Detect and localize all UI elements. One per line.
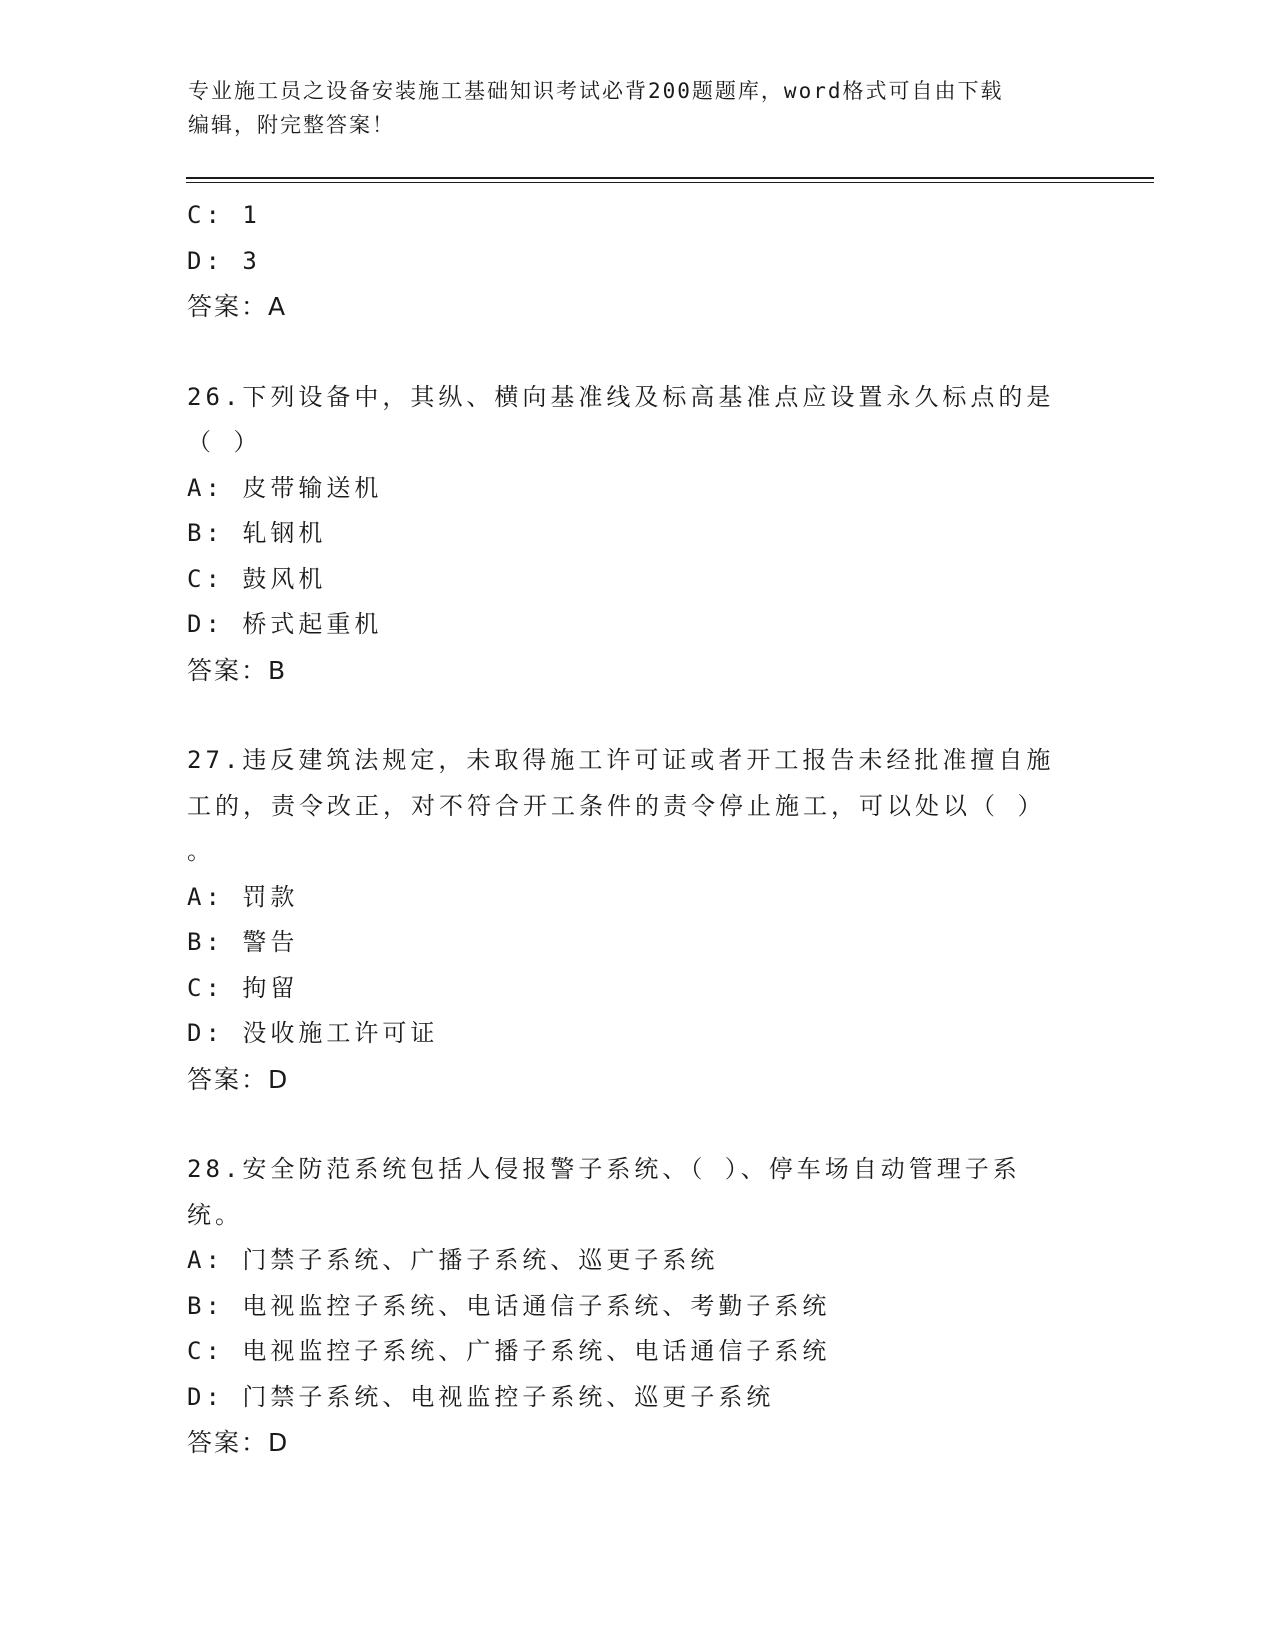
answer: 答案：D <box>187 1064 290 1094</box>
question-28 <box>187 1147 1087 1466</box>
document-header <box>188 74 1068 142</box>
option-d: D: 3 <box>187 246 261 275</box>
question-list <box>187 193 1087 1466</box>
option-b: B: 轧钢机 <box>187 519 327 547</box>
option-d: D: 没收施工许可证 <box>187 1019 439 1047</box>
option-d: D: 门禁子系统、电视监控子系统、巡更子系统 <box>187 1382 775 1411</box>
option-c: C: 鼓风机 <box>187 564 327 593</box>
question-26 <box>187 375 1087 694</box>
question-text: 28.安全防范系统包括人侵报警子系统、（ ）、停车场自动管理子系 <box>187 1155 1021 1183</box>
question-text-cont-2: 。 <box>187 837 215 865</box>
header-line-1: 专业施工员之设备安装施工基础知识考试必背200题题库，word格式可自由下载 <box>188 79 1004 103</box>
question-text: 26.下列设备中，其纵、横向基准线及标高基准点应设置永久标点的是 <box>187 382 1055 411</box>
option-c: C: 拘留 <box>187 973 299 1002</box>
question-text-cont: （ ） <box>187 428 262 456</box>
header-line-2: 编辑，附完整答案！ <box>188 113 395 137</box>
header-divider-thick <box>186 177 1154 179</box>
header-divider-thin <box>186 182 1154 183</box>
question-25-tail <box>187 193 1087 330</box>
option-a: A: 皮带输送机 <box>187 473 383 502</box>
option-d: D: 桥式起重机 <box>187 610 383 638</box>
option-b: B: 电视监控子系统、电话通信子系统、考勤子系统 <box>187 1291 831 1320</box>
question-text-cont: 工的，责令改正，对不符合开工条件的责令停止施工，可以处以（ ） <box>187 791 1046 820</box>
option-b: B: 警告 <box>187 928 299 956</box>
option-c: C: 电视监控子系统、广播子系统、电话通信子系统 <box>187 1337 831 1365</box>
answer: 答案：D <box>187 1428 290 1457</box>
option-a: A: 门禁子系统、广播子系统、巡更子系统 <box>187 1246 719 1274</box>
question-text: 27.违反建筑法规定，未取得施工许可证或者开工报告未经批准擅自施 <box>187 746 1055 774</box>
option-c: C: 1 <box>187 201 261 229</box>
question-27 <box>187 738 1087 1102</box>
answer: 答案：B <box>187 655 288 685</box>
answer: 答案：A <box>187 292 288 321</box>
question-text-cont: 统。 <box>187 1200 243 1229</box>
option-a: A: 罚款 <box>187 882 299 911</box>
